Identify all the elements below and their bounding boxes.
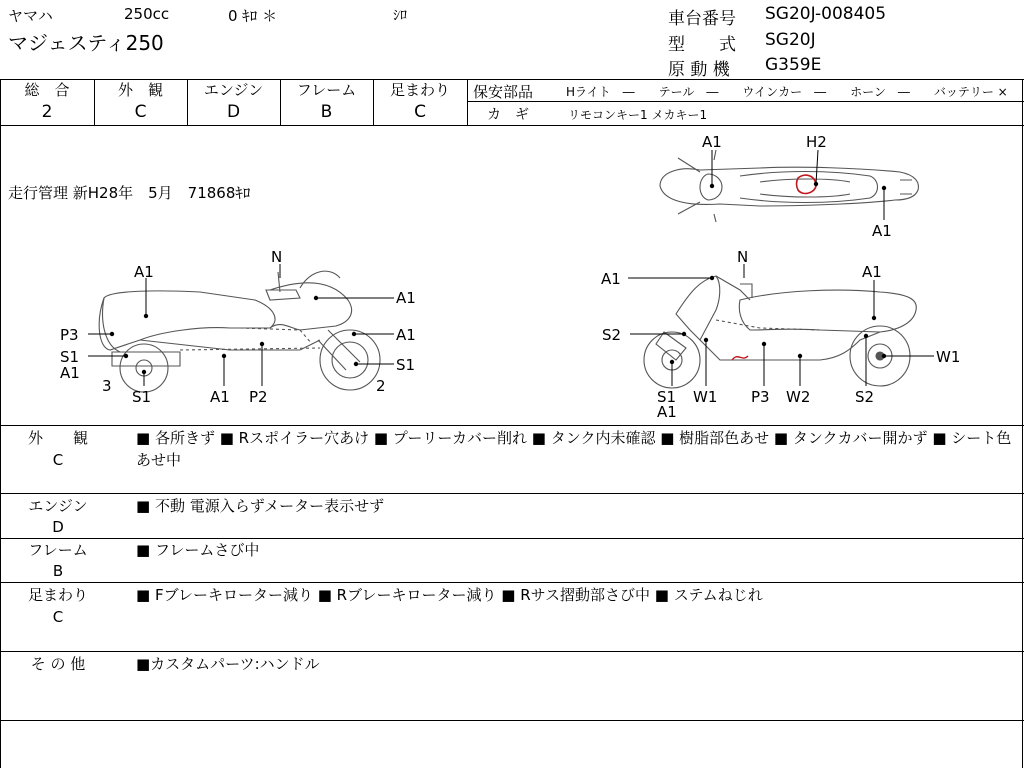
left-label-9: A1: [210, 388, 230, 406]
suspension-grade: C: [414, 102, 426, 122]
left-label-7: 3: [102, 377, 112, 395]
maker: ヤマハ: [8, 7, 53, 25]
exterior-grade: C: [134, 102, 147, 122]
model-name: マジェスティ250: [8, 31, 164, 55]
left-label-1: A1: [134, 263, 154, 281]
remark-label-engine: エンジン: [28, 497, 88, 515]
remark-grade-suspension: C: [52, 608, 64, 626]
top-view-scooter: [660, 150, 918, 222]
remark-text-other: ■カスタムパーツ:ハンドル: [136, 655, 320, 673]
color: ｼﾛ: [393, 8, 407, 24]
left-label-2: A1: [396, 289, 416, 307]
damage-diagram: [0, 126, 1024, 424]
remark-label-frame: フレーム: [28, 541, 88, 559]
right-label-8: P3: [751, 388, 770, 406]
safety-label: 保安部品: [473, 83, 534, 101]
right-label-5: S1: [657, 388, 677, 406]
engine-no: G359E: [765, 55, 822, 75]
left-label-0: N: [271, 248, 283, 266]
remark-label-other: そ の 他: [30, 655, 86, 673]
frame-no-label: 車台番号: [668, 9, 736, 29]
right-label-1: A1: [601, 270, 621, 288]
odometer-flag: 0 ｷﾛ ＊: [228, 7, 278, 25]
type-value: SG20J: [765, 30, 816, 50]
remark-label-exterior: 外 観: [27, 429, 88, 447]
left-label-5: S1: [60, 348, 80, 366]
left-label-12: 2: [376, 377, 386, 395]
remark-label-suspension: 足まわり: [27, 586, 88, 604]
left-label-11: S1: [396, 356, 416, 374]
frame-no: SG20J-008405: [765, 4, 887, 24]
right-label-9: W2: [786, 388, 811, 406]
damage-mark-scratch: [797, 175, 817, 193]
remark-grade-engine: D: [52, 518, 64, 536]
remark-grade-exterior: C: [52, 451, 64, 469]
overall-label: 総 合: [24, 81, 70, 99]
left-label-4: P3: [60, 326, 79, 344]
left-label-10: P2: [249, 388, 268, 406]
right-label-7: W1: [693, 388, 718, 406]
left-label-6: A1: [60, 364, 80, 382]
exterior-label: 外 観: [117, 81, 163, 99]
remark-text-engine: ■ 不動 電源入らずメーター表示せず: [136, 497, 385, 515]
frame-label: フレーム: [296, 81, 357, 99]
safety-items: Hライト ― テール ― ウインカー ― ホーン ― バッテリー ×: [566, 85, 1008, 99]
top-label-2: A1: [872, 222, 892, 240]
left-label-3: A1: [396, 326, 416, 344]
engine-no-label: 原 動 機: [668, 60, 730, 80]
key-label: カ ギ: [487, 107, 529, 123]
displacement: 250cc: [124, 5, 170, 23]
right-label-10: S2: [855, 388, 875, 406]
overall-grade: 2: [41, 102, 53, 122]
right-label-2: A1: [862, 263, 882, 281]
left-view-scooter: [99, 271, 380, 392]
suspension-label: 足まわり: [389, 81, 450, 99]
key-value: リモコンキー1 メカキー1: [568, 108, 708, 122]
right-label-0: N: [737, 248, 749, 266]
frame-grade: B: [320, 102, 333, 122]
top-label-0: A1: [702, 133, 722, 151]
left-label-8: S1: [132, 388, 152, 406]
remark-grade-frame: B: [52, 562, 64, 580]
remark-text-frame: ■ フレームさび中: [136, 541, 260, 559]
remark-text-suspension: ■ Fブレーキローター減り ■ Rブレーキローター減り ■ Rサス摺動部さび中 ■ ステムねじれ: [136, 586, 763, 604]
engine-grade: D: [226, 102, 241, 122]
engine-label: エンジン: [203, 81, 264, 99]
mileage-record: 走行管理 新H28年 5月 71868ｷﾛ: [8, 184, 251, 202]
right-label-6: A1: [657, 403, 677, 421]
top-label-1: H2: [806, 133, 827, 151]
type-label: 型 式: [668, 35, 736, 55]
right-label-4: W1: [936, 348, 961, 366]
damage-mark-wave: [732, 356, 748, 360]
remark-text-exterior: ■ 各所きず ■ Rスポイラー穴あけ ■ プーリーカバー削れ ■ タンク内未確認 ■ 樹脂部色あせ ■ タンクカバー開かず ■ シート色あせ中: [136, 429, 1012, 469]
right-label-3: S2: [602, 326, 622, 344]
